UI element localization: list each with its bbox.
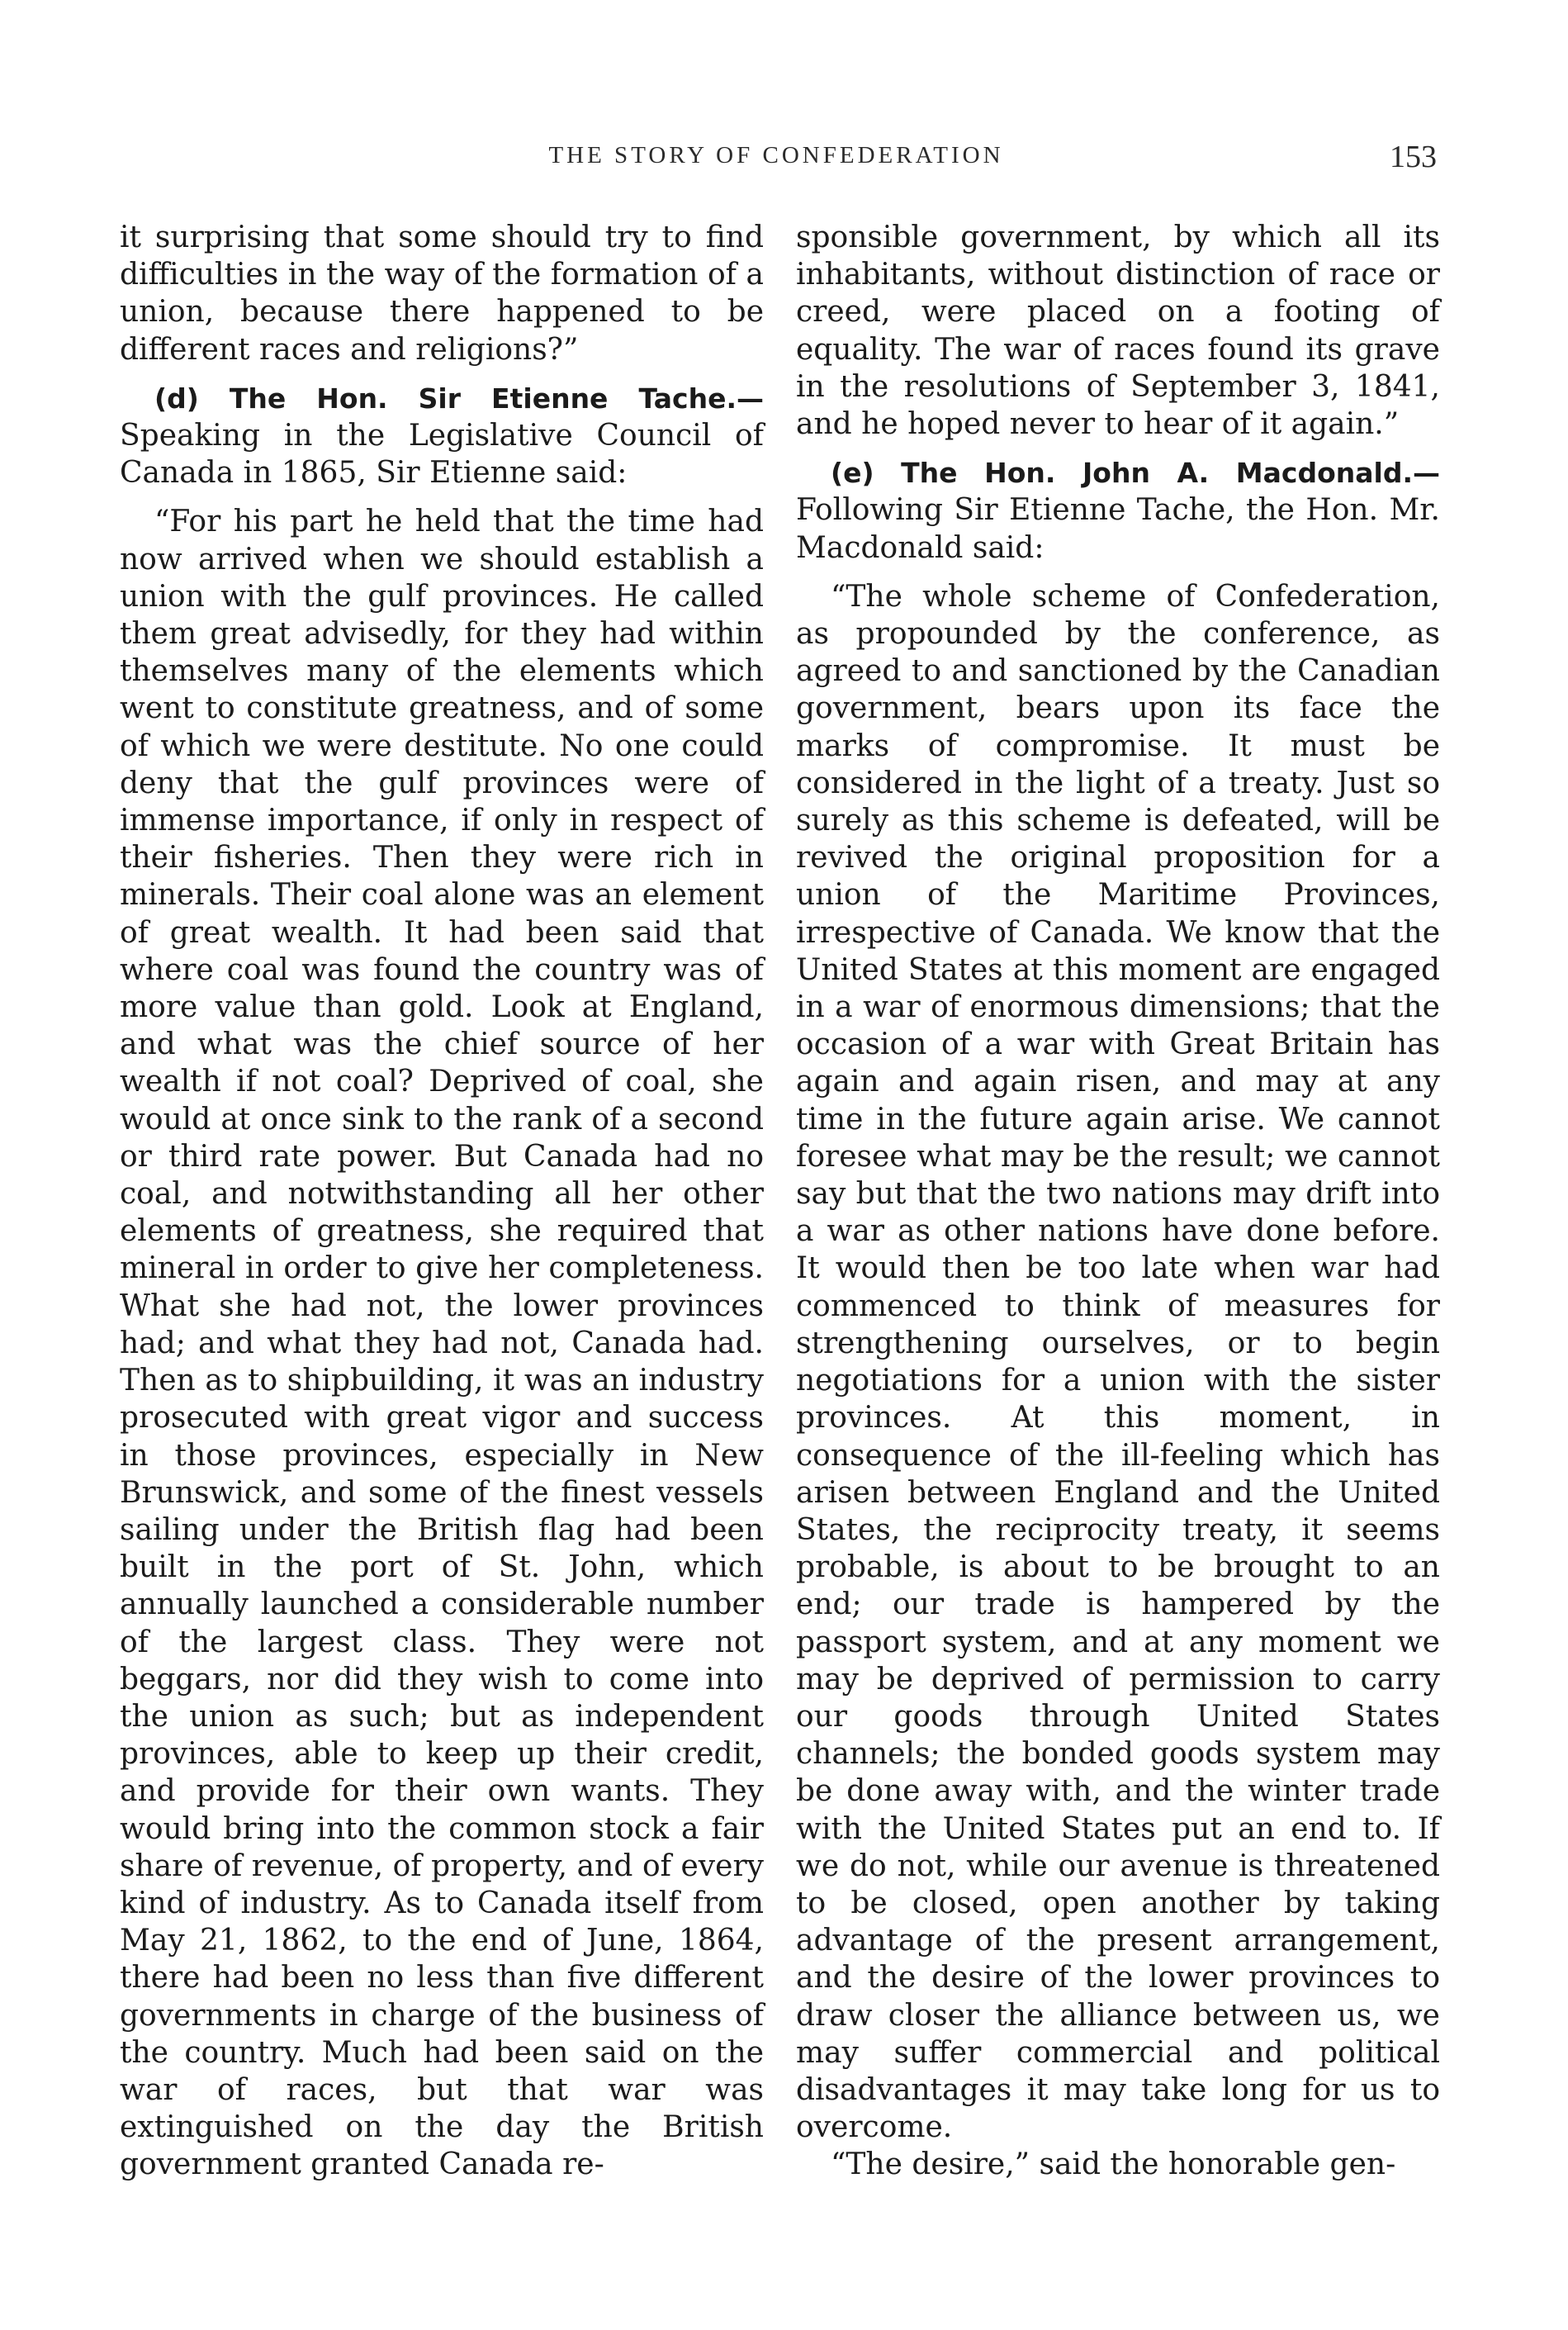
section-intro-d: Speaking in the Legislative Council of Canada in 1865, Sir Etienne said: — [120, 419, 764, 491]
quote-macdonald: “The whole scheme of Confederation, as propounded by the conference, as agreed to and sanctioned by the Canadian government, bears upon its face the marks of compromise. It must be considered in the light of a treaty. Just so surely as this scheme is defeated, will be revived the original proposition for a union of the Maritime Provinces, irrespective of Canada. We know that the United States at this moment are engaged in a war of enormous dimensions; that the occasion of a war with Great Britain has again and again risen, and may at any time in the future again arise. We cannot foresee what may be the result; we cannot say but that the two nations may drift into a war as other nations have done before. It would then be too late when war had commenced to think of measures for strengthening ourselves, or to begin negotiations for a union with the sister provinces. At this moment, in consequence of the ill-feeling which has arisen between England and the United States, the reciprocity treaty, it seems probable, is about to be brought to an end; our trade is hampered by the passport system, and at any moment we may be deprived of permission to carry our goods through United States channels; the bonded goods system may be done away with, and the winter trade with the United States put an end to. If we do not, while our avenue is threatened to be closed, open another by taking advantage of the present arrangement, and the desire of the lower provinces to draw closer the alliance between us, we may suffer commercial and political disadvantages it may take long for us to overcome. — [796, 579, 1440, 2145]
running-title: THE STORY OF CONFEDERATION — [548, 142, 1004, 168]
section-heading-d: (d) The Hon. Sir Etienne Tache.— — [154, 382, 764, 415]
section-heading-e: (e) The Hon. John A. Macdonald.— — [831, 457, 1440, 490]
quote-tache: “For his part he held that the time had now arrived when we should establish a union with the gulf provinces. He called them great advisedly, for they had within themselves many of the elements which went to constitute greatness, and of some of which we were destitute. No one could deny that the gulf provinces were of immense importance, if only in respect of their fisheries. Then they were rich in minerals. Their coal alone was an element of great wealth. It had been said that where coal was found the country was of more value than gold. Look at England, and what was the chief source of her wealth if not coal? Deprived of coal, she would at once sink to the rank of a second or third rate power. But Canada had no coal, and notwithstanding all her other elements of greatness, she required that mineral in order to give her completeness. What she had not, the lower provinces had; and what they had not, Canada had. Then as to shipbuilding, it was an industry prosecuted with great vigor and success in those provinces, especially in New Brunswick, and some of the finest vessels sailing under the British flag had been built in the port of St. John, which annually launched a considerable number of the largest class. They were not beggars, nor did they wish to come into the union as such; but as independent provinces, able to keep up their credit, and provide for their own wants. They would bring into the common stock a fair share of revenue, of property, and of every kind of industry. As to Canada itself from May 21, 1862, to the end of June, 1864, there had been no less than five different governments in charge of the business of the country. Much had been said on the war of races, but that war was extinguished on the day the British government granted Canada re- — [120, 505, 764, 2182]
page-number: 153 — [1390, 140, 1437, 174]
section-intro-e: Following Sir Etienne Tache, the Hon. Mr. Macdonald said: — [796, 493, 1440, 565]
right-column — [796, 219, 1440, 2184]
quote-continuation-start: “The desire,” said the honorable gen- — [831, 2147, 1396, 2182]
running-head — [116, 139, 1437, 188]
paragraph-continuation: it surprising that some should try to find difficulties in the way of the formation of a union, because there happened to be different races and religions?” — [120, 221, 764, 367]
paragraph-continuation-right: sponsible government, by which all its inhabitants, without distinction of race or creed, were placed on a footing of equality. The war of races found its grave in the resolutions of September 3, 1841, and he hoped never to hear of it again.” — [796, 221, 1440, 442]
section-d — [120, 380, 764, 492]
left-column — [120, 219, 764, 2184]
section-e — [796, 454, 1440, 567]
